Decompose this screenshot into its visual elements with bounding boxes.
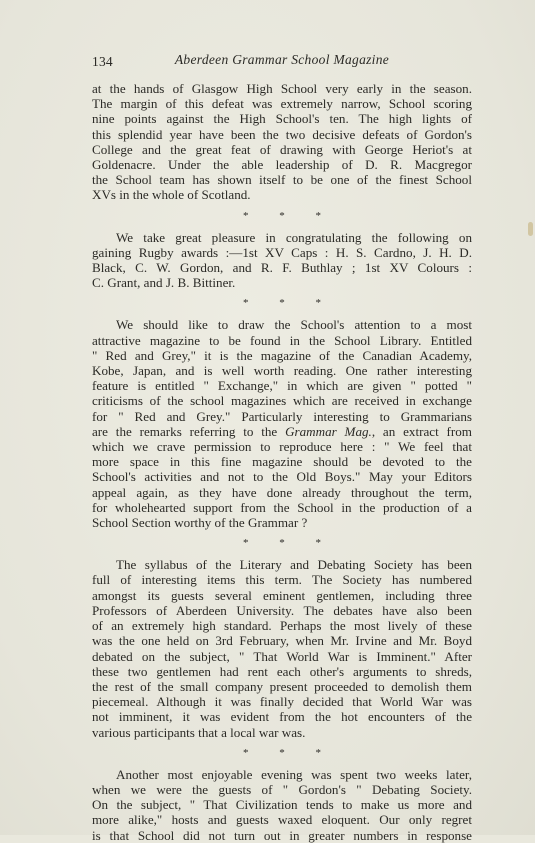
text-line: Kobe, Japan, and is well worth reading. One rather interesting [92,363,472,379]
text-line: Goldenacre. Under the able leadership of D. R. Macgregor [92,157,472,173]
text-line: attractive magazine to be found in the School Library. Entitled [92,332,472,348]
paper-stain [528,222,533,236]
text-line: The syllabus of the Literary and Debating Society has been [116,557,472,573]
text-line: School Section worthy of the Grammar ? [92,515,308,531]
text-line: the rest of the small company present proceeded to demolish them [92,678,472,694]
page-header [92,52,472,72]
text-line: XVs in the whole of Scotland. [92,187,251,203]
text-line: gaining Rugby awards :—1st XV Caps : H. S. Cardno, J. H. D. [92,244,472,260]
text-line: various participants that a local war was. [92,724,306,740]
text-line: feature is entitled " Exchange," in which are given " potted " [92,378,472,394]
text-line: We take great pleasure in congratulating the following on [116,229,472,245]
text-line: amongst its guests several eminent gentlemen, including three [92,587,472,603]
text-line: of an extremely high standard. Perhaps the most lively of these [92,618,472,634]
paragraph-red-and-grey [92,317,472,530]
text-line: debated on the subject, " That World War is Imminent." After [92,648,472,664]
text-line: is that School did not turn out in greater numbers in response [92,827,472,843]
paragraph-rugby-awards [92,230,472,291]
section-separator: * * * [243,209,335,222]
text-line: the School team has shown itself to be one of the finest School [92,172,472,188]
text-line: for " Red and Grey." Particularly interesting to Grammarians [92,408,472,424]
text-line: full of interesting items this term. The Society has numbered [92,572,472,588]
text-line: for wholehearted support from the School in the production of a [92,499,472,515]
text-line: which we crave permission to reproduce here : " We feel that [92,439,472,455]
text-line: these two gentlemen had rent each other's arguments to shreds, [92,663,472,679]
text-line: Another most enjoyable evening was spent two weeks later, [116,766,472,782]
text-line: Black, C. W. Gordon, and R. F. Buthlay ; 1st XV Colours : [92,260,472,276]
text-line: piecemeal. Although it was finally decided that World War was [92,694,472,710]
paragraph-rugby-season [92,81,472,203]
paragraph-gordons-debate [92,767,472,843]
running-title: Aberdeen Grammar School Magazine [174,52,390,67]
text-line: On the subject, " That Civilization tends to make us more and [92,797,472,813]
text-line: Professors of Aberdeen University. The debates have also been [92,602,472,618]
text-line: more space in this fine magazine should be devoted to the [92,454,472,470]
text-line: criticisms of the school magazines which are received in exchange [92,393,472,409]
paragraph-literary-society [92,557,472,739]
text-line: at the hands of Glasgow High School very early in the season. [92,81,472,96]
text-line: We should like to draw the School's attention to a most [116,317,472,333]
text-line: more alike," hosts and guests waxed eloquent. Our only regret [92,812,472,828]
text-line: are the remarks referring to the Grammar Mag., an extract from [92,423,472,439]
page-number: 134 [92,54,113,69]
article-body [92,81,472,843]
text-line: was the one held on 3rd February, when Mr. Irvine and Mr. Boyd [92,633,472,649]
text-line: School's activities and not to the Old Boys." May your Editors [92,469,472,485]
text-line: nine points against the High School's ten. The high lights of [92,111,472,127]
section-separator: * * * [243,746,335,759]
text-line: this splendid year have been the two decisive defeats of Gordon's [92,126,472,142]
section-separator: * * * [243,297,335,310]
text-line: The margin of this defeat was extremely narrow, School scoring [92,96,472,112]
text-line: C. Grant, and J. B. Bittiner. [92,275,236,291]
text-line: not imminent, it was evident from the hot encounters of the [92,709,472,725]
text-line: when we were the guests of " Gordon's " Debating Society. [92,781,472,797]
section-separator: * * * [243,537,335,550]
text-line: appeal again, as they have done already throughout the term, [92,484,472,500]
text-line: College and the great feat of drawing with George Heriot's at [92,141,472,157]
magazine-title-italic: Grammar Mag. [285,423,372,439]
text-line: " Red and Grey," it is the magazine of the Canadian Academy, [92,347,472,363]
